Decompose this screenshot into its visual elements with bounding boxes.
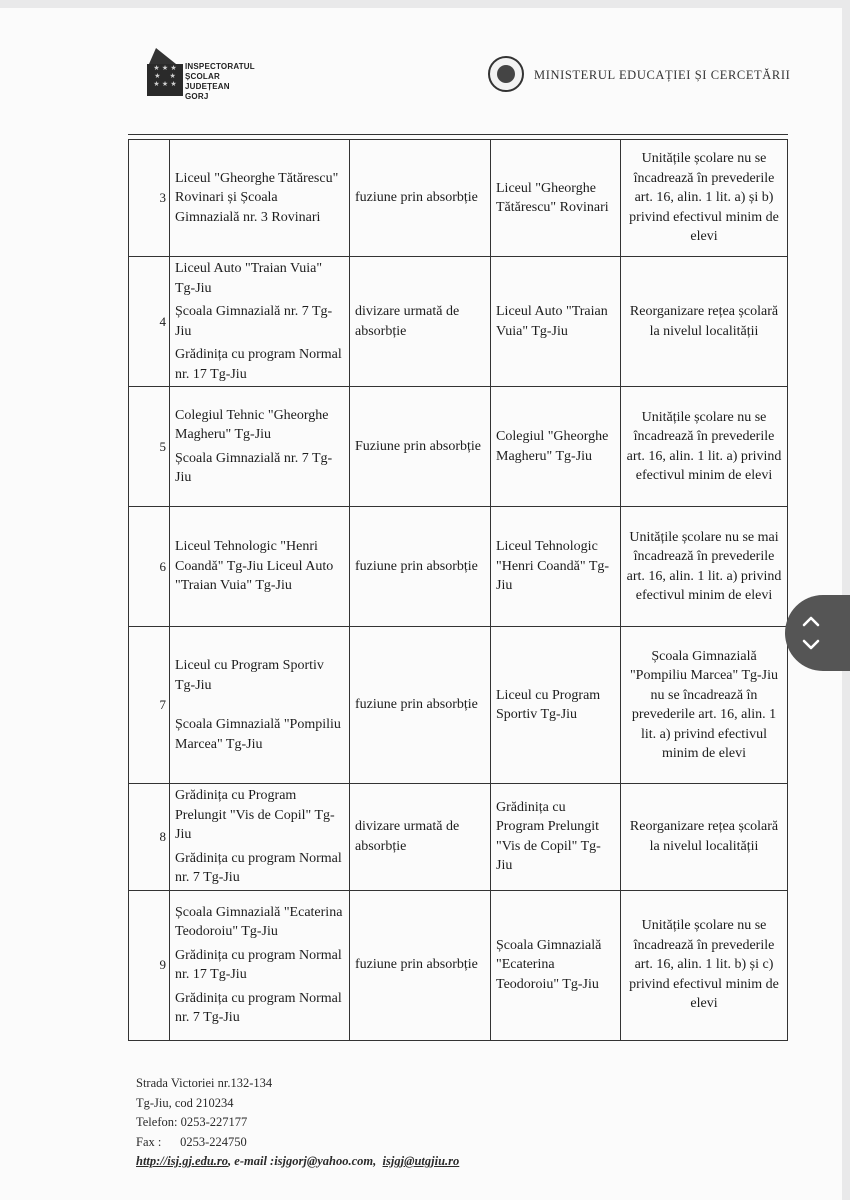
units-cell [170, 890, 350, 1040]
isj-gorj-logo [143, 48, 293, 118]
result-cell: Colegiul "Gheorghe Magheru" Tg-Jiu [491, 387, 621, 507]
footer-address: Strada Victoriei nr.132-134 [136, 1076, 273, 1090]
unit-name: Liceul Tehnologic "Henri Coandă" Tg-Jiu Liceul Auto "Traian Vuia" Tg-Jiu [175, 539, 334, 594]
unit-name: Școala Gimnazială "Pompiliu Marcea" Tg-Jiu [175, 717, 341, 752]
eu-flag-icon: ★ ★ ★ ★ ★ ★ ★ ★ [147, 64, 183, 96]
row-number: 9 [129, 890, 170, 1040]
row-number: 6 [129, 507, 170, 627]
table-row [129, 627, 788, 784]
operation-cell: Fuziune prin absorbție [350, 387, 491, 507]
row-number: 4 [129, 257, 170, 387]
row-number: 7 [129, 627, 170, 784]
email-text: , e-mail :isjgorj@yahoo.com, [228, 1154, 377, 1168]
table-row [129, 507, 788, 627]
footer-city: Tg-Jiu, cod 210234 [136, 1095, 234, 1110]
result-cell: Liceul Auto "Traian Vuia" Tg-Jiu [491, 257, 621, 387]
operation-cell: divizare urmată de absorbție [350, 257, 491, 387]
reason-cell: Unitățile școlare nu se încadrează în prevederile art. 16, alin. 1 lit. a) și b) privind efectivul minim de elevi [621, 140, 788, 257]
document-page [0, 8, 842, 1200]
unit-name: Liceul "Gheorghe Tătărescu" Rovinari și Școala Gimnazială nr. 3 Rovinari [175, 170, 339, 225]
reason-cell: Reorganizare rețea școlară la nivelul localității [621, 257, 788, 387]
reorganization-table [128, 139, 788, 1041]
unit-name: Grădinița cu program Normal nr. 17 Tg-Jiu [175, 347, 342, 382]
units-cell [170, 257, 350, 387]
reason-cell: Reorganizare rețea școlară la nivelul localității [621, 784, 788, 891]
footer-fax: Fax : 0253-224750 [136, 1134, 247, 1149]
ship-icon [149, 48, 176, 64]
table-row [129, 140, 788, 257]
footer-phone: Telefon: 0253-227177 [136, 1115, 248, 1129]
unit-name: Grădinița cu program Normal nr. 17 Tg-Jiu [175, 947, 342, 982]
result-cell: Liceul Tehnologic "Henri Coandă" Tg-Jiu [491, 507, 621, 627]
unit-name: Grădinița cu Program Prelungit "Vis de Copil" Tg-Jiu [175, 788, 335, 842]
units-cell [170, 387, 350, 507]
header-divider [128, 134, 788, 135]
unit-name: Liceul cu Program Sportiv Tg-Jiu [175, 658, 324, 693]
isj-line: JUDEȚEAN [185, 82, 230, 91]
ministry-name: MINISTERUL EDUCAȚIEI ȘI CERCETĂRII [534, 68, 791, 82]
footer-contact [136, 1074, 459, 1172]
row-number: 3 [129, 140, 170, 257]
table-row [129, 784, 788, 891]
table-row [129, 387, 788, 507]
units-cell [170, 140, 350, 257]
unit-name: Școala Gimnazială nr. 7 Tg-Jiu [175, 304, 333, 339]
result-cell: Liceul "Gheorghe Tătărescu" Rovinari [491, 140, 621, 257]
table-row [129, 257, 788, 387]
isj-line: GORJ [185, 92, 209, 101]
isj-line: INSPECTORATUL [185, 62, 255, 71]
result-cell: Grădinița cu Program Prelungit "Vis de Copil" Tg-Jiu [491, 784, 621, 891]
chevron-up-icon[interactable] [801, 611, 821, 631]
footer-web-line [136, 1152, 459, 1172]
units-cell [170, 507, 350, 627]
reason-cell: Unitățile școlare nu se încadrează în prevederile art. 16, alin. 1 lit. b) și c) privind efectivul minim de elevi [621, 890, 788, 1040]
unit-name: Școala Gimnazială "Ecaterina Teodoroiu" Tg-Jiu [175, 904, 343, 939]
row-number: 8 [129, 784, 170, 891]
unit-name: Grădinița cu program Normal nr. 7 Tg-Jiu [175, 990, 342, 1025]
ministry-logo [488, 56, 791, 96]
result-cell: Școala Gimnazială "Ecaterina Teodoroiu" Tg-Jiu [491, 890, 621, 1040]
chevron-down-icon[interactable] [801, 635, 821, 655]
units-cell [170, 627, 350, 784]
unit-name: Școala Gimnazială nr. 7 Tg-Jiu [175, 450, 333, 485]
email-link[interactable]: isjgj@utgjiu.ro [382, 1154, 460, 1168]
operation-cell: fuziune prin absorbție [350, 507, 491, 627]
reason-cell: Școala Gimnazială "Pompiliu Marcea" Tg-Jiu nu se încadrează în prevederile art. 16, alin. 1 lit. a) privind efectivul minim de elevi [621, 627, 788, 784]
operation-cell: fuziune prin absorbție [350, 890, 491, 1040]
units-cell [170, 784, 350, 891]
operation-cell: divizare urmată de absorbție [350, 784, 491, 891]
result-cell: Liceul cu Program Sportiv Tg-Jiu [491, 627, 621, 784]
reason-cell: Unitățile școlare nu se mai încadrează în prevederile art. 16, alin. 1 lit. a) privind efectivul minim de elevi [621, 507, 788, 627]
website-link[interactable]: http://isj.gj.edu.ro [136, 1154, 229, 1168]
table-row [129, 890, 788, 1040]
operation-cell: fuziune prin absorbție [350, 627, 491, 784]
isj-line: ȘCOLAR [185, 72, 220, 81]
unit-name: Liceul Auto "Traian Vuia" Tg-Jiu [175, 261, 323, 296]
row-number: 5 [129, 387, 170, 507]
unit-name: Colegiul Tehnic "Gheorghe Magheru" Tg-Jiu [175, 407, 329, 442]
unit-name: Grădinița cu program Normal nr. 7 Tg-Jiu [175, 850, 342, 885]
isj-name [185, 62, 255, 102]
reason-cell: Unitățile școlare nu se încadrează în prevederile art. 16, alin. 1 lit. a) privind efectivul minim de elevi [621, 387, 788, 507]
letterhead [0, 8, 842, 128]
operation-cell: fuziune prin absorbție [350, 140, 491, 257]
romania-coat-of-arms-icon [488, 56, 524, 92]
